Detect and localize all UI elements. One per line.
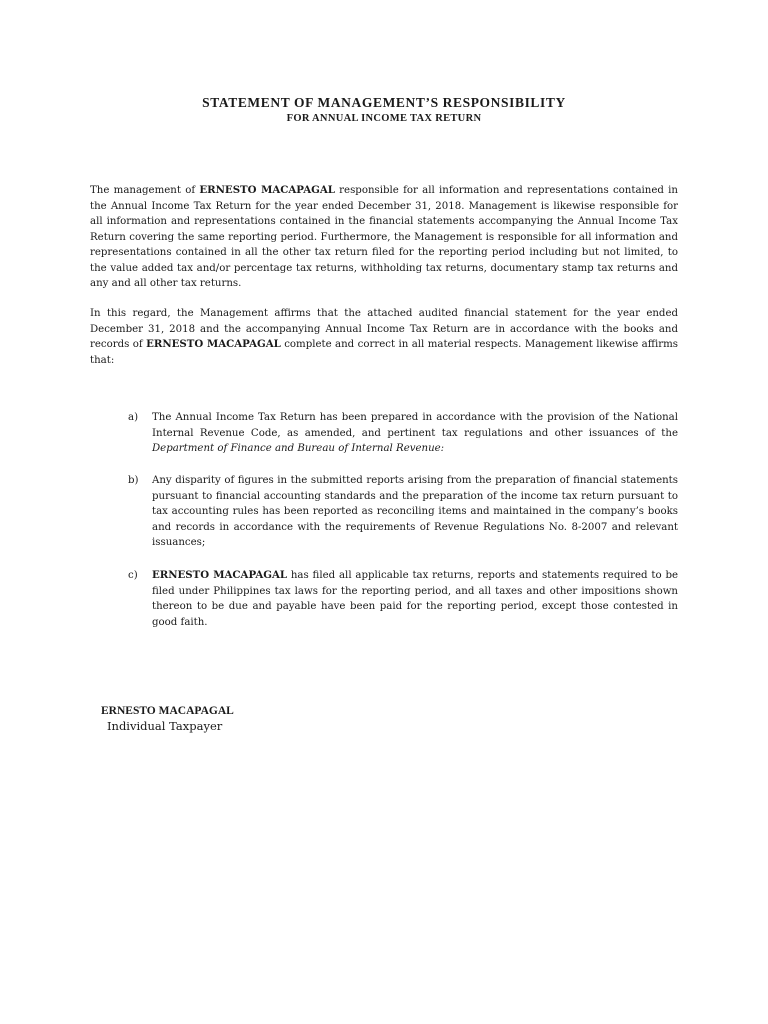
list-item-text: The Annual Income Tax Return has been prepared in accordance with the provision of the National Internal Revenue Code, as amended, and pertinent tax regulations and other issuances of the <box>152 412 678 439</box>
list-item-a <box>125 410 678 457</box>
list-marker: a) <box>128 412 139 423</box>
list-item-text: Any disparity of figures in the submitted reports arising from the preparation of financial statements pursuant to financial accounting standards and the preparation of the income tax return pursuant to tax accounting rules has been reported as reconciling items and maintained in the company’s books and records in accordance with the requirements of Revenue Regulations No. 8-2007 and relevant issuances; <box>152 475 678 548</box>
paragraph-affirmation <box>90 306 678 368</box>
paragraph-text: The management of <box>90 185 200 196</box>
paragraph-text: complete and correct in all material respects. Management likewise affirms that: <box>90 339 678 366</box>
document-title: STATEMENT OF MANAGEMENT’S RESPONSIBILITY <box>202 95 566 110</box>
list-item-c <box>125 568 678 630</box>
list-item-text: has filed all applicable tax returns, reports and statements required to be filed under Philippines tax laws for the reporting period, and all taxes and other impositions shown thereon to be due and payable have been paid for the reporting period, except those contested in good faith. <box>152 570 679 628</box>
signatory-name: ERNESTO MACAPAGAL <box>101 705 234 717</box>
list-marker: c) <box>128 570 138 581</box>
taxpayer-name: ERNESTO MACAPAGAL <box>199 184 335 196</box>
taxpayer-name: ERNESTO MACAPAGAL <box>152 569 288 581</box>
signatory-title: Individual Taxpayer <box>107 719 223 733</box>
paragraph-text: responsible for all information and representations contained in the Annual Income Tax Return for the year ended December 31, 2018. Management is likewise responsible for all information and representations contained in the financial statements accompanying the Annual Income Tax Return covering the same reporting period. Furthermore, the Management is responsible for all information and representations contained in all the other tax return filed for the reporting period including but not limited, to the value added tax and/or percentage tax returns, withholding tax returns, documentary stamp tax returns and any and all other tax returns. <box>90 185 678 289</box>
list-item-italic-text: Department of Finance and Bureau of Internal Revenue: <box>152 443 445 454</box>
list-item-b <box>125 473 678 551</box>
paragraph-responsibility <box>90 183 678 292</box>
document-subtitle: FOR ANNUAL INCOME TAX RETURN <box>286 113 482 124</box>
list-marker: b) <box>128 475 139 486</box>
taxpayer-name: ERNESTO MACAPAGAL <box>146 338 281 350</box>
paragraph-text: In this regard, the Management affirms that the attached audited financial statement for the year ended December 31, 2018 and the accompanying Annual Income Tax Return are in accordance with the books and records of <box>90 308 678 350</box>
